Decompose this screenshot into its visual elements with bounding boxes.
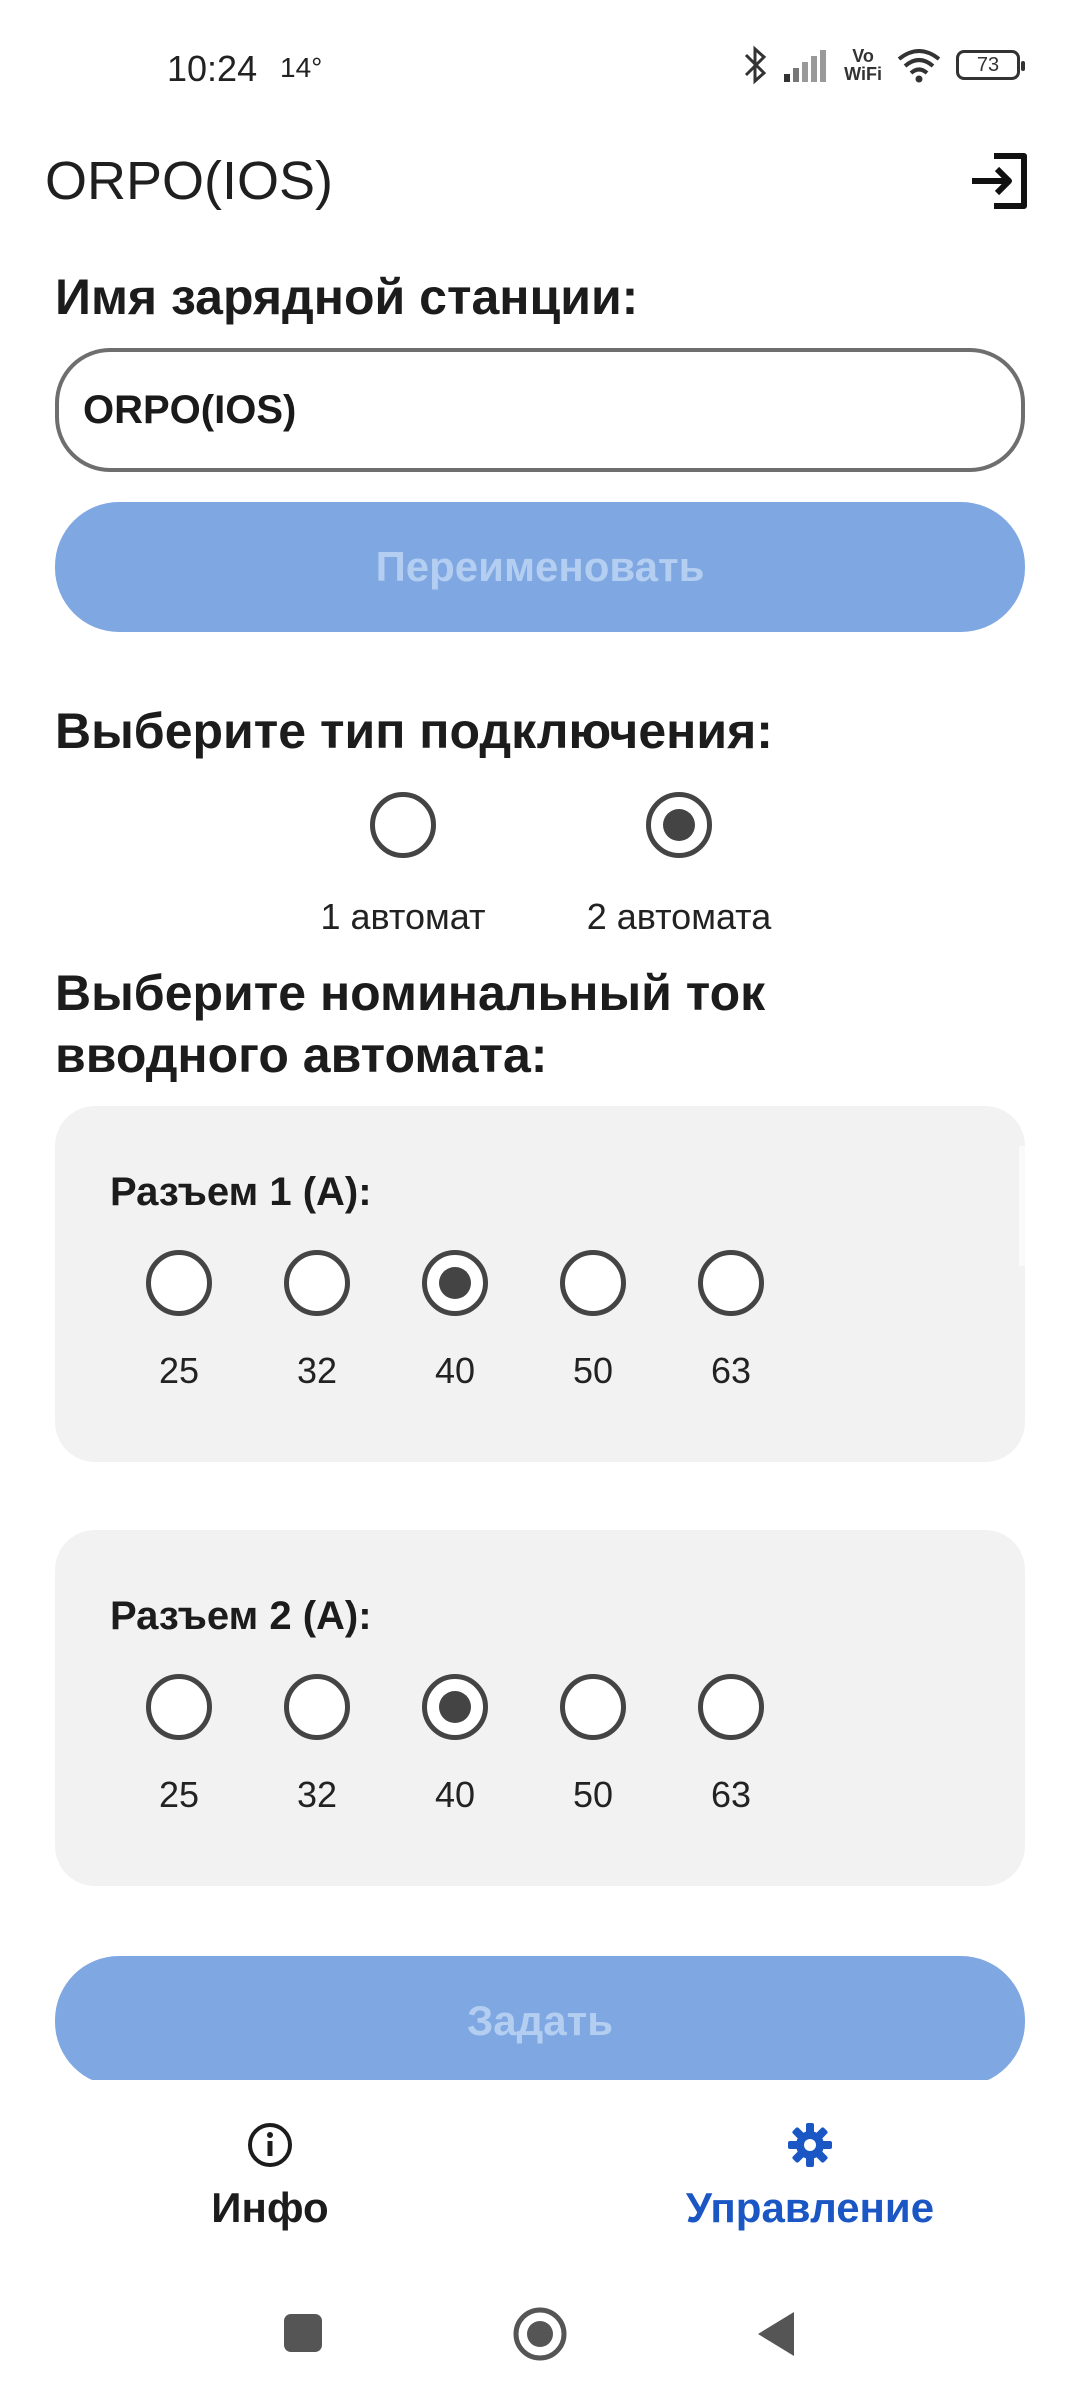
current-heading: Выберите номинальный ток вводного автомата: [55,965,766,1083]
wifi-icon [896,47,942,83]
connector-1-card [55,1106,1025,1462]
bottom-navigation [0,2080,1080,2260]
connection-type-heading: Выберите тип подключения: [55,703,773,759]
back-icon[interactable] [756,2310,796,2358]
connector-1-radio-63[interactable] [698,1250,764,1316]
connector-1-label-25: 25 [158,1350,200,1391]
status-icons [742,45,1020,85]
status-temperature: 14° [280,52,323,83]
nav-item-control[interactable] [660,2120,960,2232]
home-icon[interactable] [512,2306,568,2362]
nav-item-info[interactable] [120,2120,420,2232]
nav-label-control: Управление [685,2184,935,2231]
connector-1-radio-25[interactable] [146,1250,212,1316]
scroll-indicator [1019,1146,1025,1266]
gear-icon [785,2120,835,2170]
connector-1-label-32: 32 [296,1350,338,1391]
station-name-input[interactable] [55,348,1025,472]
station-name-heading: Имя зарядной станции: [55,269,639,325]
battery-icon: 73 [956,50,1020,80]
connector-1-title: Разъем 1 (А): [110,1170,372,1214]
connector-2-label-40: 40 [434,1774,476,1815]
rename-button[interactable]: Переименовать [55,502,1025,632]
connector-2-label-32: 32 [296,1774,338,1815]
connector-2-radio-40[interactable] [422,1674,488,1740]
connector-2-label-25: 25 [158,1774,200,1815]
info-icon [245,2120,295,2170]
connection-radio-2[interactable] [646,792,712,858]
status-bar [0,0,1080,140]
connection-label-1: 1 автомат [320,896,486,937]
connection-radio-1[interactable] [370,792,436,858]
connector-2-radio-25[interactable] [146,1674,212,1740]
logout-icon[interactable] [968,152,1030,210]
connector-2-radio-63[interactable] [698,1674,764,1740]
connector-2-radio-50[interactable] [560,1674,626,1740]
nav-label-info: Инфо [211,2184,329,2231]
recent-apps-icon[interactable] [282,2312,324,2354]
connector-1-radio-32[interactable] [284,1250,350,1316]
connector-2-label-63: 63 [710,1774,752,1815]
connector-2-card [55,1530,1025,1886]
app-title: ORPO(IOS) [45,151,334,211]
connector-2-radio-32[interactable] [284,1674,350,1740]
status-time: 10:24 [167,48,258,89]
connector-2-title: Разъем 2 (А): [110,1594,372,1638]
connector-2-label-50: 50 [572,1774,614,1815]
vowifi-icon: Vo WiFi [844,46,882,84]
connection-label-2: 2 автомата [586,896,772,937]
connector-1-radio-40[interactable] [422,1250,488,1316]
signal-icon [782,48,830,82]
submit-button[interactable]: Задать [55,1956,1025,2086]
connector-1-radio-50[interactable] [560,1250,626,1316]
connector-1-label-63: 63 [710,1350,752,1391]
system-navigation [0,2290,1080,2380]
connector-1-label-40: 40 [434,1350,476,1391]
bluetooth-icon [742,45,768,85]
connector-1-label-50: 50 [572,1350,614,1391]
